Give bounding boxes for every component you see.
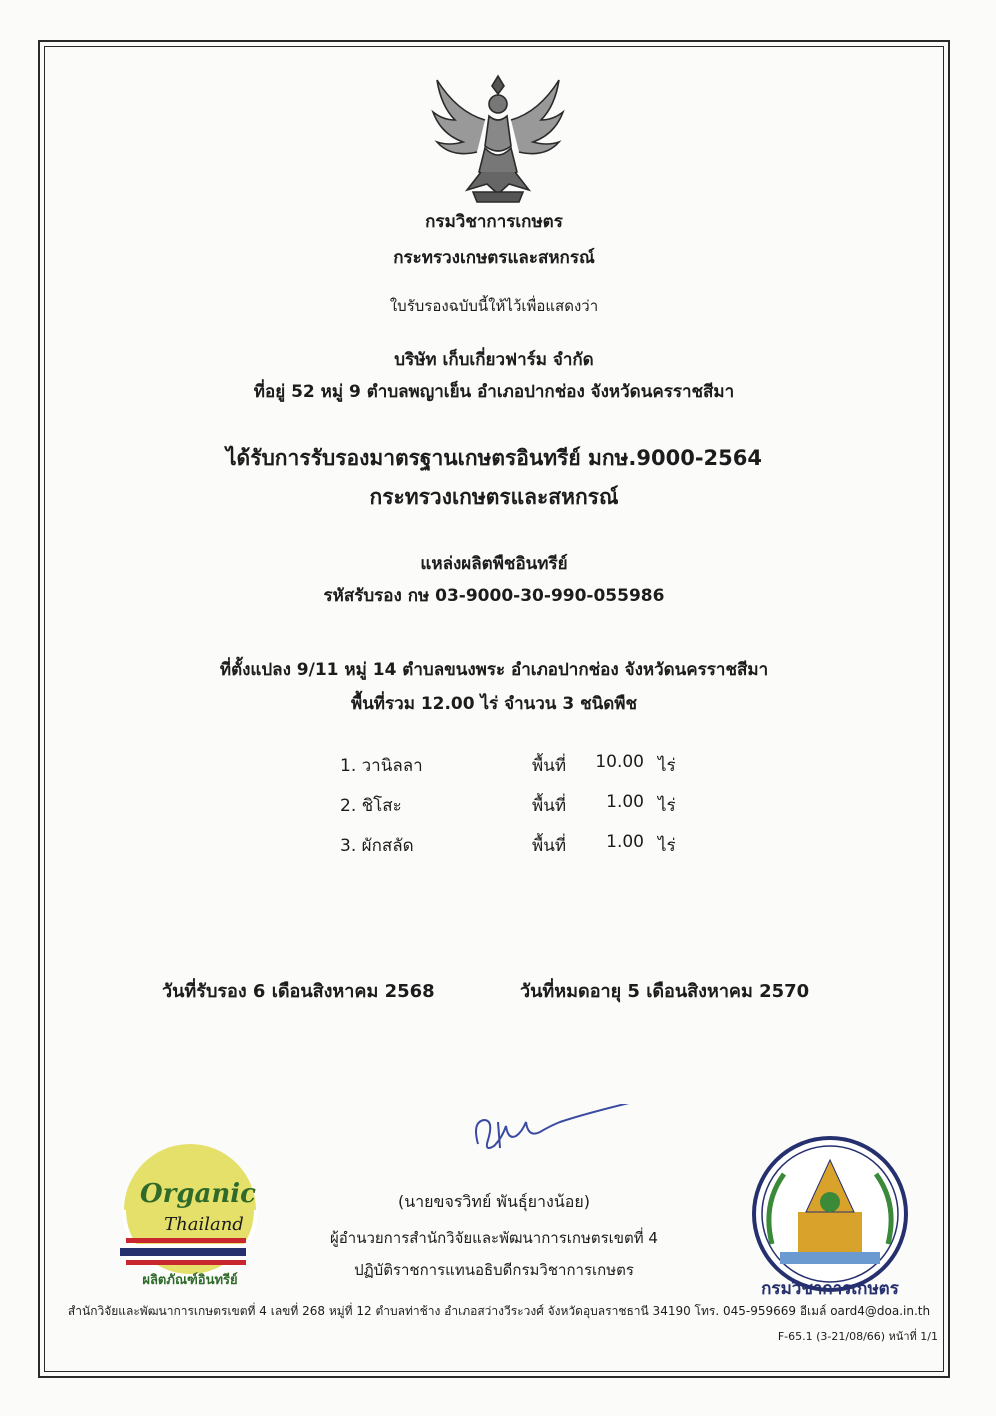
plot-total-area: พื้นที่รวม 12.00 ไร่ จำนวน 3 ชนิดพืช (350, 694, 638, 714)
intro-text: ใบรับรองฉบับนี้ให้ไว้เพื่อแสดงว่า (389, 297, 599, 315)
certification-standard: ได้รับการรับรองมาตรฐานเกษตรอินทรีย์ มกษ.9000-2564 (226, 446, 762, 470)
certification-ministry: กระทรวงเกษตรและสหกรณ์ (369, 485, 619, 509)
expiry-date: วันที่หมดอายุ 5 เดือนสิงหาคม 2570 (520, 981, 810, 1002)
department-seal (740, 1134, 920, 1304)
crop-area-unit: ไร่ (658, 796, 676, 816)
signatory-acting: ปฏิบัติราชการแทนอธิบดีกรมวิชาการเกษตร (354, 1261, 634, 1279)
crop-list (336, 752, 696, 872)
crop-area-label: พื้นที่ (532, 756, 567, 776)
signatory-position: ผู้อำนวยการสำนักวิจัยและพัฒนาการเกษตรเขตที่ 4 (330, 1229, 658, 1247)
organic-logo-word2: Thailand (164, 1214, 244, 1235)
crop-area-unit: ไร่ (658, 756, 676, 776)
crop-row (336, 792, 696, 832)
certification-type: แหล่งผลิตพืชอินทรีย์ (420, 554, 568, 574)
company-name: บริษัท เก็บเกี่ยวฟาร์ม จำกัด (394, 350, 594, 370)
issue-date: วันที่รับรอง 6 เดือนสิงหาคม 2568 (162, 981, 435, 1002)
crop-area-label: พื้นที่ (532, 796, 567, 816)
crop-row (336, 752, 696, 792)
form-code: F-65.1 (3-21/08/66) หน้าที่ 1/1 (777, 1330, 938, 1343)
garuda-emblem-icon (425, 64, 571, 210)
crop-name: 2. ชิโสะ (340, 796, 402, 816)
crop-row (336, 832, 696, 872)
plot-location: ที่ตั้งแปลง 9/11 หมู่ 14 ตำบลขนงพระ อำเภอปากช่อง จังหวัดนครราชสีมา (219, 660, 769, 680)
company-address: ที่อยู่ 52 หมู่ 9 ตำบลพญาเย็น อำเภอปากช่อง จังหวัดนครราชสีมา (253, 382, 735, 402)
ministry-title: กระทรวงเกษตรและสหกรณ์ (393, 248, 595, 268)
department-title: กรมวิชาการเกษตร (425, 212, 563, 232)
crop-area-label: พื้นที่ (532, 836, 567, 856)
crop-area-unit: ไร่ (658, 836, 676, 856)
certification-code: รหัสรับรอง กษ 03-9000-30-990-055986 (323, 586, 665, 606)
organic-logo-thai: ผลิตภัณฑ์อินทรีย์ (142, 1273, 238, 1288)
signatory-name: (นายขจรวิทย์ พันธุ์ยางน้อย) (397, 1192, 591, 1211)
crop-area-value: 10.00 (595, 752, 644, 772)
organic-logo-word1: Organic (140, 1179, 256, 1209)
crop-area-value: 1.00 (606, 832, 644, 852)
organic-thailand-logo (98, 1140, 274, 1290)
crop-name: 3. ผักสลัด (340, 836, 414, 856)
crop-area-value: 1.00 (606, 792, 644, 812)
footer-address: สำนักวิจัยและพัฒนาการเกษตรเขตที่ 4 เลขที่ 268 หมู่ที่ 12 ตำบลท่าช้าง อำเภอสว่างวีระวงศ์ จังหวัดอุบลราชธานี 34190 โทร. 045-959669 อีเมล์ oard4@doa.in.th (67, 1304, 931, 1318)
seal-text: กรมวิชาการเกษตร (761, 1279, 899, 1299)
crop-name: 1. วานิลลา (340, 756, 423, 776)
signature-mark (458, 1104, 658, 1164)
